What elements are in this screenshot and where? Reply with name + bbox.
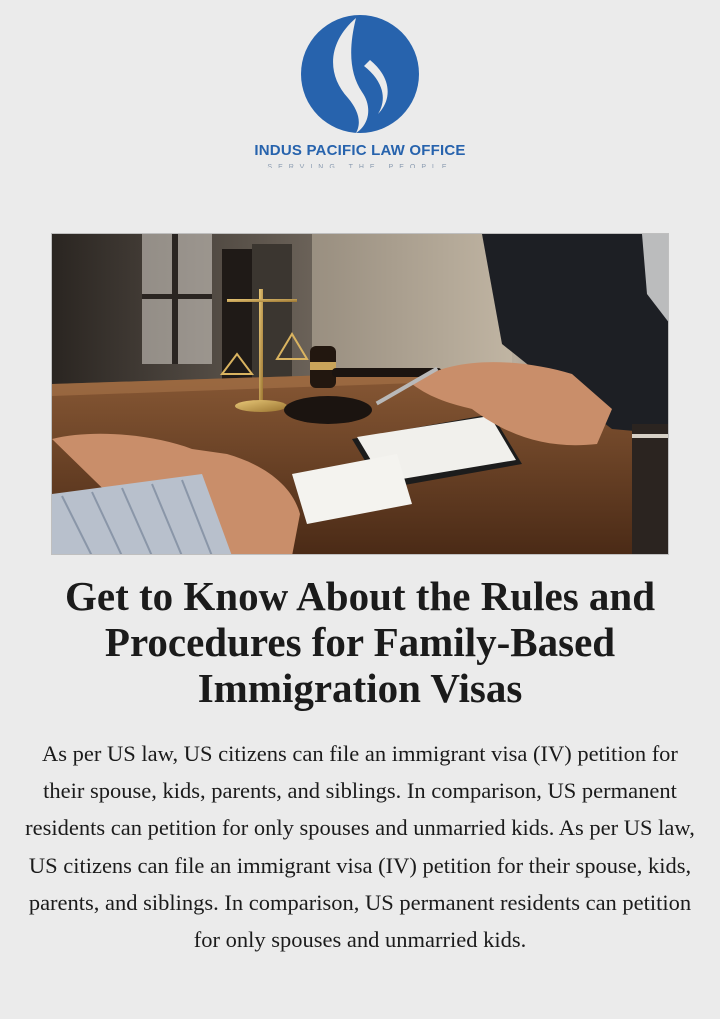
page-title: Get to Know About the Rules and Procedures for Family-Based Immigration Visas	[64, 573, 655, 711]
flame-icon	[298, 14, 422, 134]
brand-tagline: SERVING THE PEOPLE	[267, 164, 453, 168]
article-body: As per US law, US citizens can file an immigrant visa (IV) petition for their spouse, kids, parents, and siblings. In comparison, US permanent residents can petition for only spouses and unmarried kids. As per US law, US citizens can file an immigrant visa (IV) petition for their spouse, kids, parents, and siblings. In comparison, US permanent residents can petition for only spouses and unmarried kids.	[25, 741, 695, 953]
hero-photo	[51, 233, 669, 555]
logo	[0, 14, 720, 168]
brand-name: INDUS PACIFIC LAW OFFICE	[254, 142, 466, 159]
